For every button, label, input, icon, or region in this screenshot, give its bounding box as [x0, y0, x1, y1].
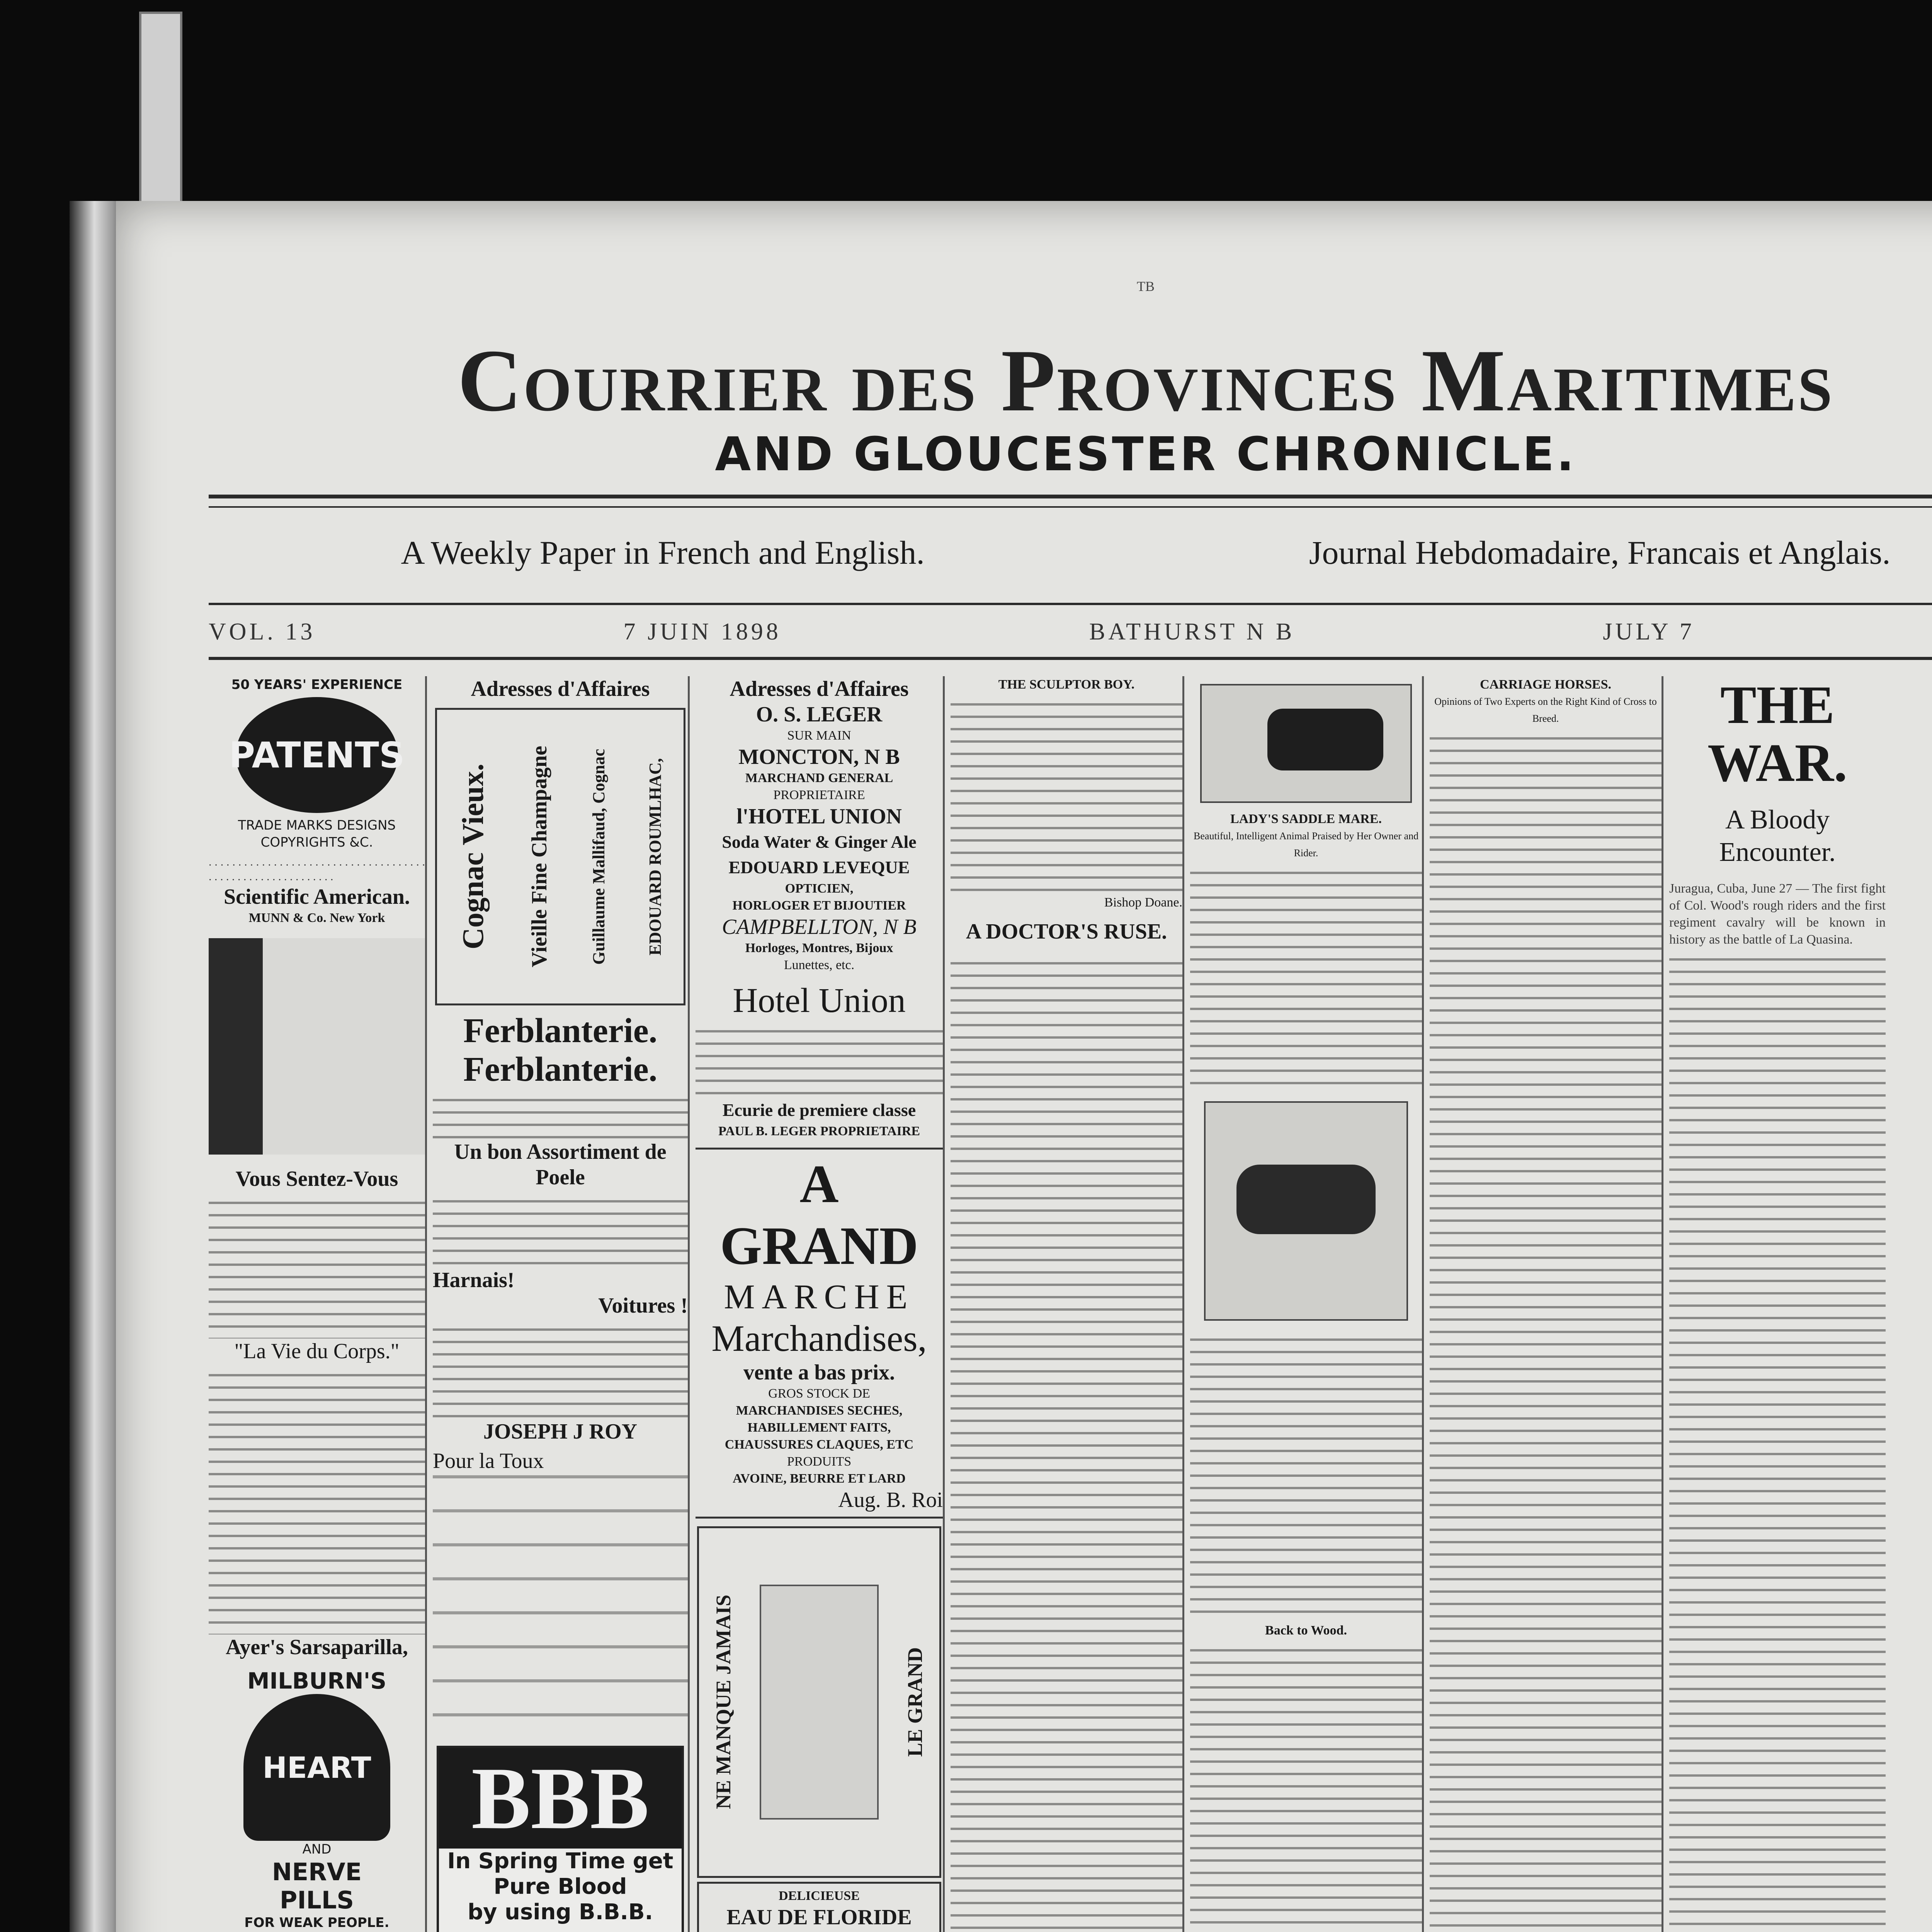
pour-la-toux: Pour la Toux	[433, 1449, 544, 1473]
habillement: HABILLEMENT FAITS,	[747, 1420, 891, 1435]
grand-marche-ad	[696, 1148, 943, 1519]
chaussures: CHAUSSURES CLAQUES, ETC	[724, 1437, 914, 1452]
sculptor-boy-title: THE SCULPTOR BOY.	[998, 677, 1135, 692]
horloges: Horloges, Montres, Bijoux	[745, 941, 893, 955]
milburns-name: MILBURN'S	[247, 1668, 387, 1694]
cow-icon	[1267, 709, 1383, 770]
top-clip	[139, 12, 182, 217]
opticien: OPTICIEN,	[785, 881, 854, 896]
masthead	[193, 278, 1932, 481]
paul-leger: PAUL B. LEGER PROPRIETAIRE	[718, 1124, 920, 1138]
ferb-body	[433, 1089, 688, 1139]
eau-de-floride: EAU DE FLORIDE	[726, 1905, 912, 1929]
tagline	[209, 533, 1932, 572]
back-to-wood: Back to Wood.	[1265, 1623, 1347, 1638]
patents-body: . . . . . . . . . . . . . . . . . . . . . . . . . . . . . . . . . . . . . . . . . . . . . . . . . . . . . . . . . . .	[209, 855, 425, 883]
hotel-body	[696, 1020, 943, 1097]
newspaper-page	[116, 201, 1932, 1932]
cognac-1: Cognac Vieux.	[456, 764, 490, 950]
poem-body	[951, 693, 1182, 894]
ferblanterie-2: Ferblanterie.	[463, 1050, 658, 1088]
saddle-mare-sub: Beautiful, Intelligent Animal Praised by Her Owner and Rider.	[1194, 830, 1418, 859]
sur-main: SUR MAIN	[787, 728, 851, 743]
a-grand: A GRAND	[720, 1154, 918, 1276]
leger-name: O. S. LEGER	[756, 702, 883, 726]
carriage-horses-sub: Opinions of Two Experts on the Right Kind of Cross to Breed.	[1434, 696, 1657, 724]
campbellton: CAMPBELLTON, N B	[722, 915, 917, 939]
tagline-rule	[209, 603, 1932, 605]
floride-ad	[697, 1882, 941, 1932]
column-5	[1190, 676, 1424, 1932]
article-body-2	[209, 1364, 425, 1634]
for-weak-people: FOR WEAK PEOPLE.	[244, 1915, 389, 1930]
munn-address: MUNN & Co. New York	[248, 911, 385, 925]
soda-water: Soda Water & Ginger Ale	[722, 832, 917, 852]
vous-sentez-vous: Vous Sentez-Vous	[235, 1167, 398, 1191]
column-6	[1430, 676, 1663, 1932]
milburns-and: AND	[302, 1842, 332, 1857]
saddle-mare-body	[1190, 862, 1422, 1094]
patents-list: TRADE MARKS DESIGNS COPYRIGHTS &C.	[238, 818, 396, 850]
english-date: JULY 7	[1603, 619, 1695, 645]
column-3	[696, 676, 945, 1932]
doctors-ruse-title: A DOCTOR'S RUSE.	[966, 920, 1167, 944]
ferblanterie-1: Ferblanterie.	[463, 1012, 658, 1050]
cognac-3: Guillaume Mallifaud, Cognac	[589, 748, 608, 965]
horloger: HORLOGER ET BIJOUTIER	[732, 898, 906, 913]
moncton: MONCTON, N B	[738, 745, 900, 769]
patents-ad	[229, 697, 405, 813]
marchandises: Marchandises,	[711, 1318, 927, 1359]
la-vie-du-corps: "La Vie du Corps."	[234, 1339, 400, 1363]
wood-body	[1190, 1639, 1422, 1932]
tagline-english: A Weekly Paper in French and English.	[401, 534, 925, 571]
masthead-rule-mid	[209, 506, 1932, 508]
aug-roi: Aug. B. Roi	[838, 1488, 943, 1512]
bottle-illustration	[209, 938, 425, 1155]
pour-list	[433, 1444, 688, 1738]
ferb-body-2	[433, 1190, 688, 1267]
top-mark: TB	[1136, 279, 1155, 294]
col2-header: Adresses d'Affaires	[471, 677, 650, 701]
marchand-general: MARCHAND GENERAL	[745, 771, 893, 785]
delicieuse: DELICIEUSE	[779, 1889, 860, 1903]
article-body	[209, 1192, 425, 1338]
mare-illustration	[1204, 1101, 1408, 1321]
mare-body-2	[1190, 1328, 1422, 1622]
newspaper-subtitle: AND GLOUCESTER CHRONICLE.	[715, 428, 1577, 481]
french-date: 7 JUIN 1898	[623, 619, 781, 645]
scientific-american: Scientific American.	[223, 885, 410, 909]
column-7	[1669, 676, 1886, 1932]
nerve-pills: NERVE PILLS	[272, 1858, 362, 1914]
hotel-union: l'HOTEL UNION	[736, 804, 902, 828]
horse-icon	[1236, 1165, 1376, 1234]
bbb-ad	[437, 1746, 684, 1932]
war-subtitle: A Bloody Encounter.	[1719, 805, 1836, 867]
proprietaire: PROPRIETAIRE	[773, 788, 865, 802]
avoine: AVOINE, BEURRE ET LARD	[733, 1471, 906, 1486]
column-4	[951, 676, 1184, 1932]
bbb-line: In Spring Time get Pure Blood	[447, 1849, 673, 1899]
bbb-title: BBB	[439, 1748, 682, 1849]
le-grand: LE GRAND	[903, 1647, 927, 1757]
war-dateline: Juragua, Cuba, June 27 — The first fight of Col. Wood's rough riders and the first regiment cavalry will be known in history as the battle of La Quasina.	[1669, 881, 1886, 947]
bbb-body	[443, 1929, 678, 1932]
saddle-mare-title: LADY'S SADDLE MARE.	[1230, 812, 1382, 826]
carriage-horses-title: CARRIAGE HORSES.	[1480, 677, 1612, 692]
war-body	[1669, 948, 1886, 1932]
cattle-illustration	[1200, 684, 1412, 803]
seches: MARCHANDISES SECHES,	[736, 1403, 903, 1418]
dateline	[209, 618, 1932, 646]
volume: VOL. 13	[209, 619, 316, 645]
lunettes: Lunettes, etc.	[784, 958, 855, 972]
poem-author: Bishop Doane.	[1104, 895, 1182, 910]
cognac-4: EDOUARD ROUMLHAC,	[646, 758, 665, 956]
voitures: Voitures !	[598, 1294, 688, 1318]
dateline-rule	[209, 657, 1932, 660]
war-title: THE WAR.	[1708, 676, 1847, 793]
place: BATHURST N B	[1089, 619, 1295, 645]
patents-title: PATENTS	[229, 734, 405, 776]
milburns-ad	[232, 1668, 402, 1931]
cognac-ad	[435, 708, 685, 1005]
joseph-roy: JOSEPH J ROY	[483, 1420, 638, 1444]
vente: vente a bas prix.	[743, 1361, 895, 1384]
col3-header: Adresses d'Affaires	[730, 677, 909, 701]
ayers-sarsaparilla: Ayer's Sarsaparilla,	[226, 1635, 408, 1659]
leveque: EDOUARD LEVEQUE	[728, 857, 910, 877]
gros-stock: GROS STOCK DE	[768, 1386, 870, 1401]
produits: PRODUITS	[787, 1454, 852, 1469]
ecurie: Ecurie de premiere classe	[722, 1100, 916, 1120]
carriage-body	[1430, 727, 1662, 1932]
column-1	[209, 676, 427, 1932]
patents-top: 50 YEARS' EXPERIENCE	[231, 677, 403, 692]
column-2	[433, 676, 690, 1932]
tagline-french: Journal Hebdomadaire, Francais et Anglais.	[1309, 534, 1891, 571]
ne-manque-jamais: NE MANQUE JAMAIS	[711, 1595, 735, 1810]
medicine-label-ad	[697, 1526, 941, 1878]
bbb-by: by using B.B.B.	[468, 1900, 653, 1925]
marche: MARCHE	[724, 1278, 915, 1316]
ferb-sub: Un bon Assortiment de Poele	[454, 1140, 667, 1189]
masthead-rule-top	[209, 495, 1932, 498]
hotel-union-2: Hotel Union	[733, 981, 906, 1020]
label-illustration	[760, 1585, 879, 1820]
cognac-2: Vieille Fine Champagne	[527, 746, 552, 968]
heart-label: HEART	[262, 1750, 371, 1785]
voitures-body	[433, 1318, 688, 1419]
doctors-ruse-body	[951, 952, 1182, 1932]
newspaper-title: Courrier des Provinces Maritimes	[457, 331, 1834, 430]
heart-icon	[243, 1694, 390, 1841]
harnais: Harnais!	[433, 1268, 515, 1292]
